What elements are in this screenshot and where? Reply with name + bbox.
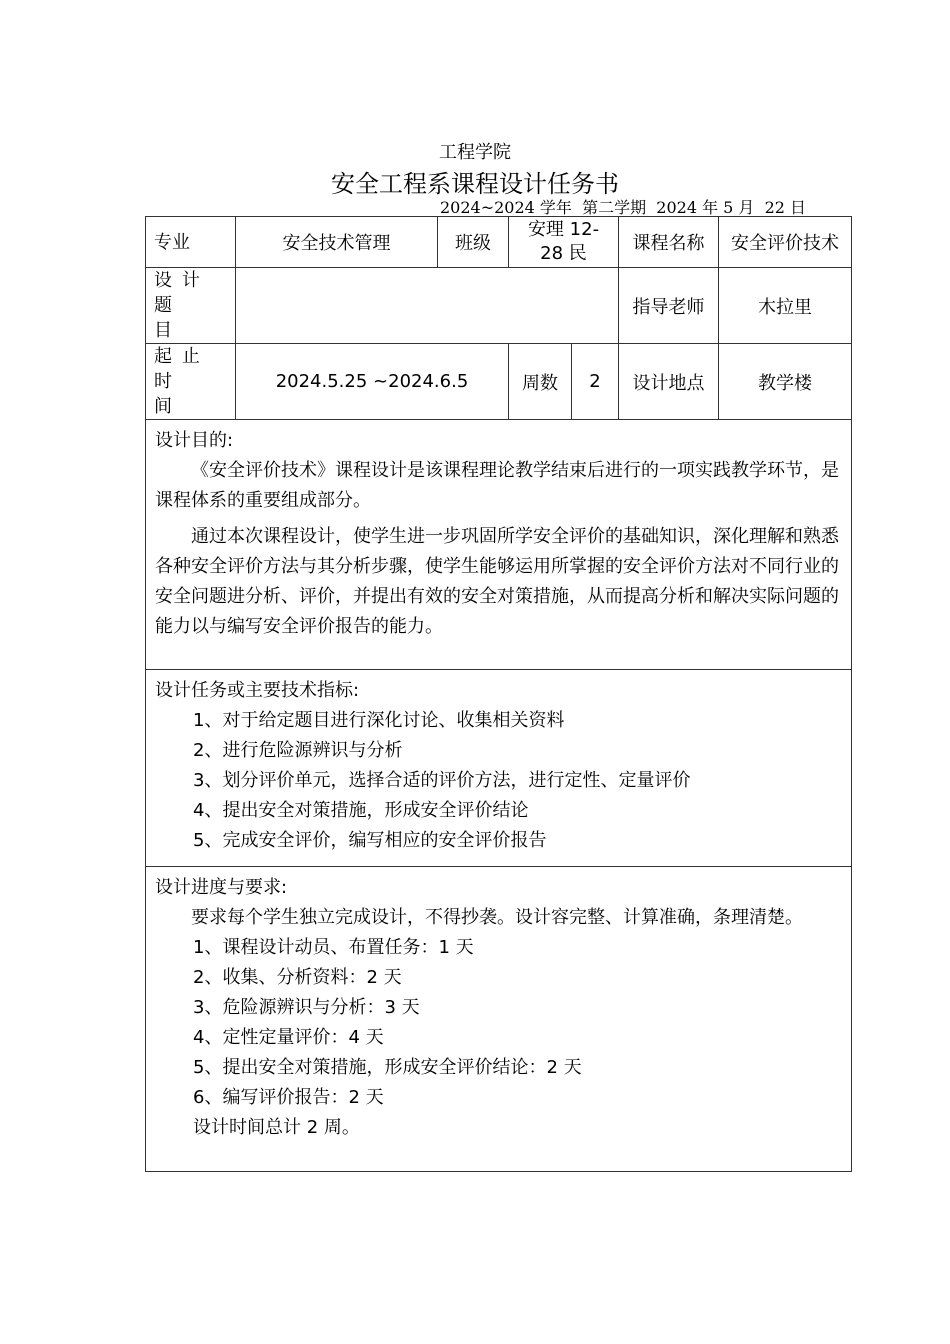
location-label: 设计地点 — [619, 344, 719, 420]
task-form-table — [145, 216, 852, 1172]
progress-item: 3、危险源辨识与分析：3 天 — [193, 997, 420, 1018]
purpose-section — [146, 420, 852, 670]
weeks-value: 2 — [572, 344, 619, 420]
progress-item: 4、定性定量评价：4 天 — [193, 1027, 384, 1048]
progress-total: 设计时间总计 2 周。 — [193, 1117, 360, 1138]
task-item: 5、完成安全评价，编写相应的安全评价报告 — [193, 830, 547, 851]
school-name: 工程学院 — [439, 142, 511, 163]
topic-label-line2: 目 — [154, 320, 172, 341]
topic-value — [236, 268, 619, 344]
task-item: 2、进行危险源辨识与分析 — [193, 740, 403, 761]
date-line: 2024~2024 学年 第二学期 2024 年 5 月 22 日 — [440, 198, 807, 217]
purpose-paragraph: 通过本次课程设计，使学生进一步巩固所学安全评价的基础知识，深化理解和熟悉各种安全评价方法与其分析步骤，使学生能够运用所掌握的安全评价方法对不同行业的安全问题进分析、评价，并提出有效的安全对策措施，从而提高分析和解决实际问题的能力以与编写安全评价报告的能力。 — [155, 526, 839, 637]
period-label — [146, 344, 236, 420]
progress-intro: 要求每个学生独立完成设计，不得抄袭。设计容完整、计算准确，条理清楚。 — [191, 907, 803, 928]
weeks-label: 周数 — [509, 344, 572, 420]
topic-label — [146, 268, 236, 344]
progress-item: 1、课程设计动员、布置任务：1 天 — [193, 937, 474, 958]
tasks-heading: 设计任务或主要技术指标: — [155, 680, 360, 701]
location-value: 教学楼 — [719, 344, 852, 420]
task-item: 3、划分评价单元，选择合适的评价方法，进行定性、定量评价 — [193, 770, 691, 791]
progress-item: 2、收集、分析资料：2 天 — [193, 967, 402, 988]
progress-heading: 设计进度与要求: — [155, 877, 288, 898]
major-label: 专业 — [146, 217, 236, 268]
purpose-paragraph: 《安全评价技术》课程设计是该课程理论教学结束后进行的一项实践教学环节，是课程体系的重要组成部分。 — [155, 460, 839, 511]
topic-label-line1: 设计题 — [154, 270, 210, 316]
class-value-line1: 安理 12- — [527, 219, 600, 240]
period-label-line2: 间 — [154, 396, 172, 417]
progress-item: 6、编写评价报告：2 天 — [193, 1087, 384, 1108]
class-value — [509, 217, 619, 268]
purpose-heading: 设计目的: — [155, 430, 234, 451]
advisor-value: 木拉里 — [719, 268, 852, 344]
task-item: 4、提出安全对策措施，形成安全评价结论 — [193, 800, 529, 821]
progress-item: 5、提出安全对策措施，形成安全评价结论：2 天 — [193, 1057, 582, 1078]
major-value: 安全技术管理 — [236, 217, 438, 268]
course-value: 安全评价技术 — [719, 217, 852, 268]
advisor-label: 指导老师 — [619, 268, 719, 344]
period-label-line1: 起止时 — [154, 346, 210, 392]
class-label: 班级 — [438, 217, 509, 268]
document-title: 安全工程系课程设计任务书 — [331, 170, 619, 198]
class-value-line2: 28 民 — [540, 243, 587, 264]
tasks-section — [146, 670, 852, 867]
course-label: 课程名称 — [619, 217, 719, 268]
progress-section — [146, 867, 852, 1172]
task-item: 1、对于给定题目进行深化讨论、收集相关资料 — [193, 710, 565, 731]
period-value: 2024.5.25 ~2024.6.5 — [236, 344, 509, 420]
